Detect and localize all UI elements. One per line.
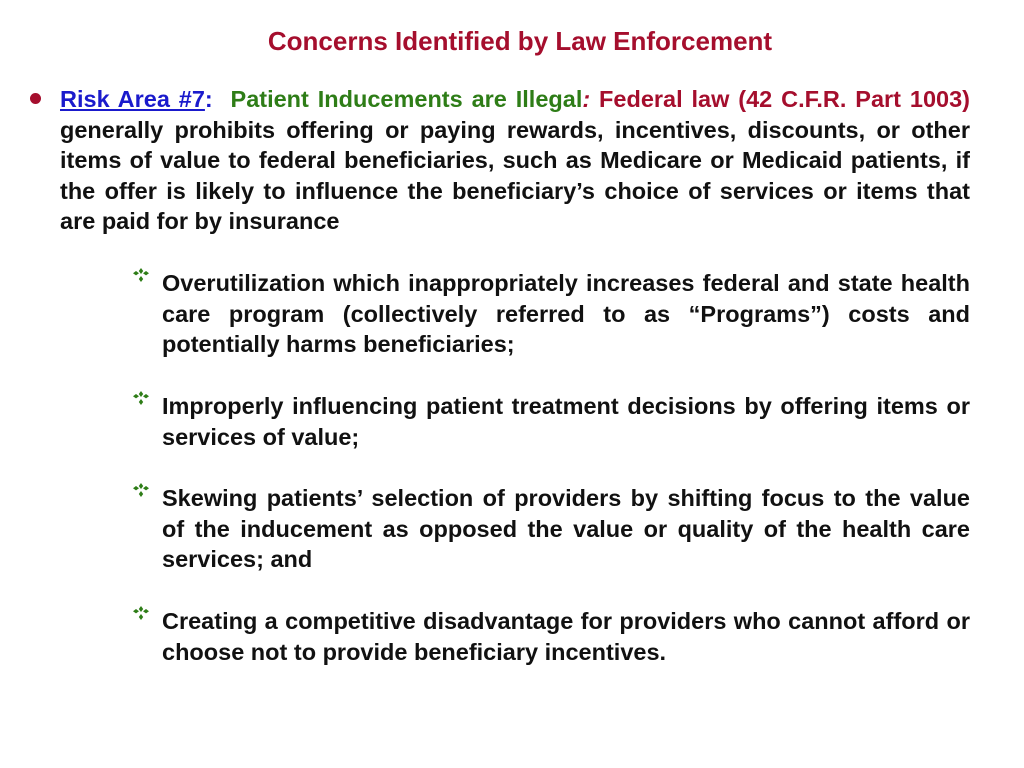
four-diamond-bullet-icon [132, 605, 150, 623]
four-diamond-bullet-icon [132, 267, 150, 285]
four-diamond-bullet-icon [132, 482, 150, 500]
heading-colon: : [582, 86, 591, 112]
sub-bullet-item: Improperly influencing patient treatment decisions by offering items or services of value; [162, 393, 970, 450]
four-diamond-bullet-icon [132, 390, 150, 408]
round-bullet-icon [30, 93, 41, 104]
spacer [213, 86, 231, 112]
risk-area-colon: : [204, 86, 213, 112]
slide-title: Concerns Identified by Law Enforcement [267, 26, 773, 56]
main-bullet-text [60, 84, 970, 237]
main-bullet-body: generally prohibits offering or paying rewards, incentives, discounts, or other items of value to federal beneficiaries, such as Medicare or Medicaid patients, if the offer is likely to influence the beneficiary’s choice of services or items that are paid for by insurance [60, 116, 970, 234]
sub-bullet-item: Skewing patients’ selection of providers by shifting focus to the value of the inducement as opposed the value or quality of the health care services; and [162, 485, 970, 572]
law-reference: Federal law (42 C.F.R. Part 1003) [590, 86, 970, 112]
sub-bullet-item: Overutilization which inappropriately increases federal and state health care program (collectively referred to as “Programs”) costs and potentially harms beneficiaries; [162, 270, 970, 357]
sub-bullet-item: Creating a competitive disadvantage for providers who cannot afford or choose not to provide beneficiary incentives. [162, 608, 970, 665]
risk-area-link[interactable]: Risk Area #7 [60, 86, 205, 112]
inducement-heading: Patient Inducements are Illegal [230, 86, 583, 112]
